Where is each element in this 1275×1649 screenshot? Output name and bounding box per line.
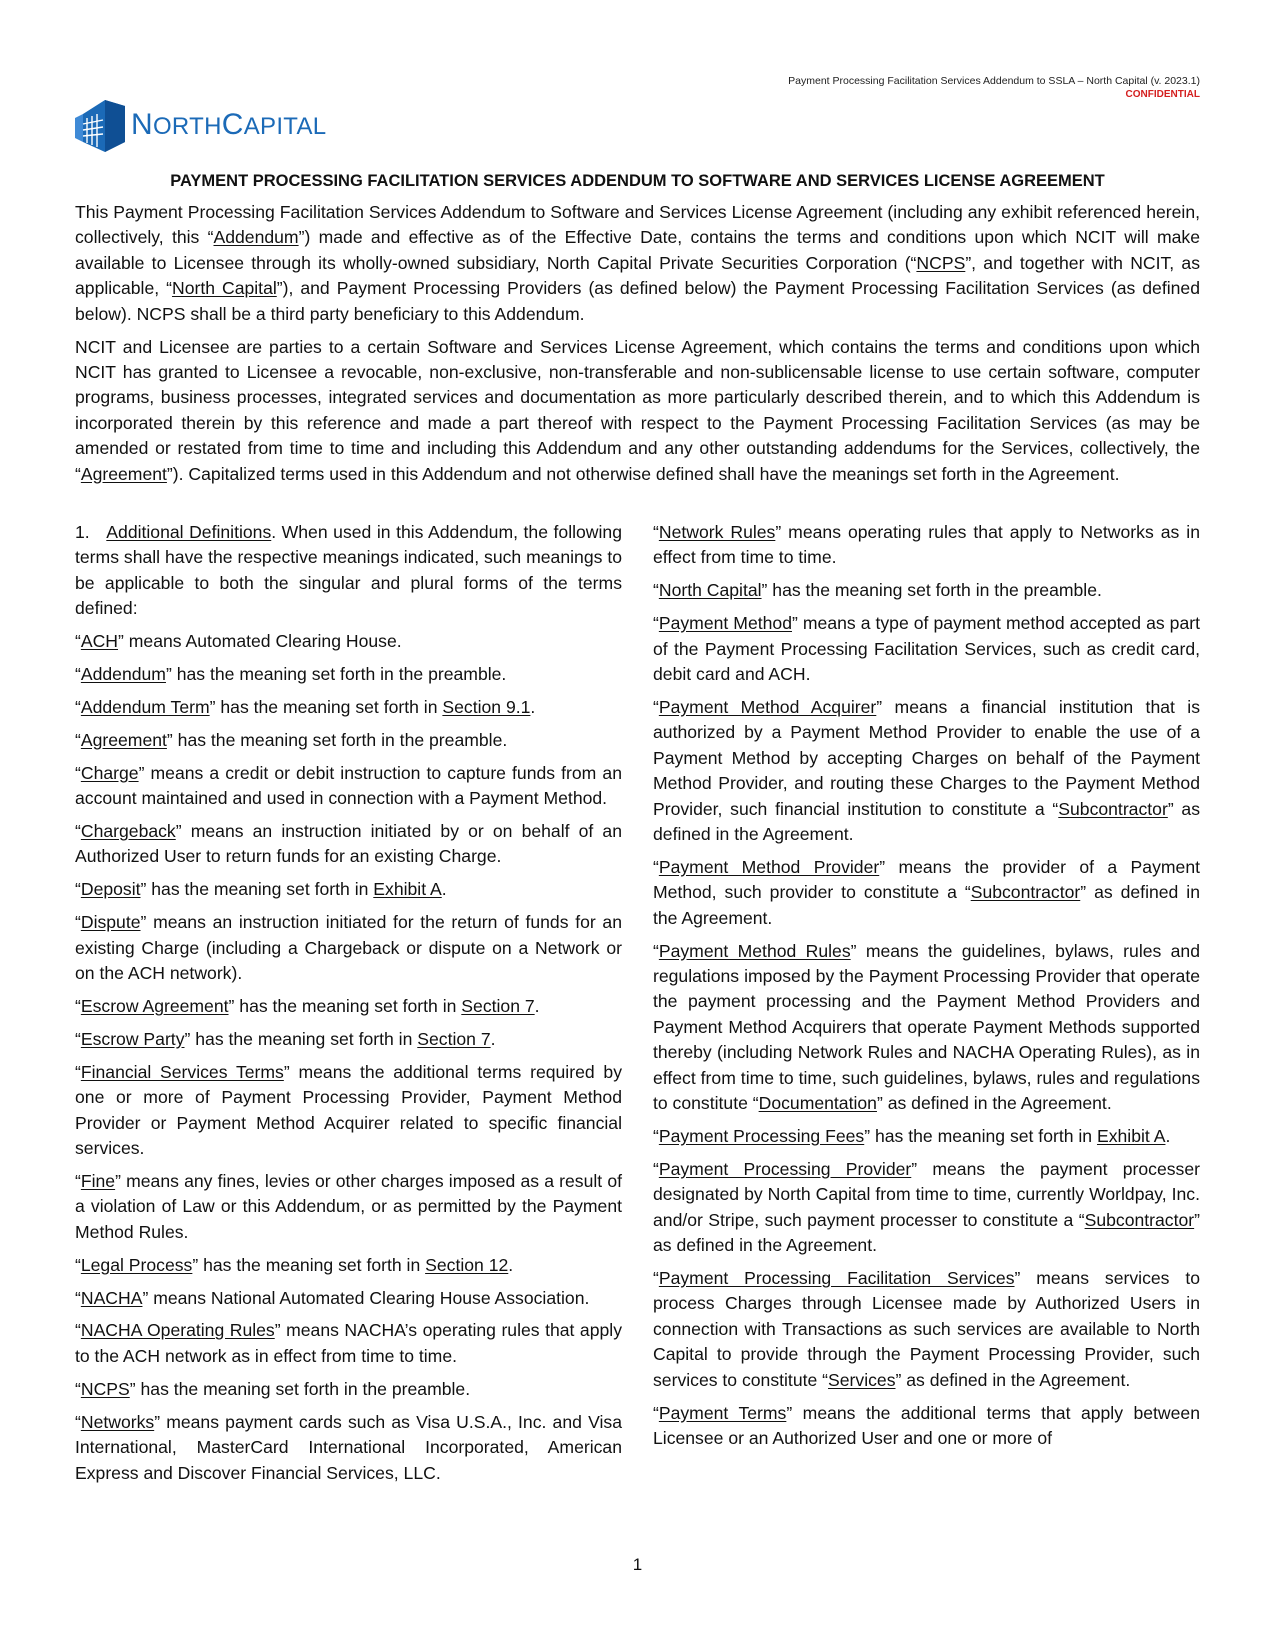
intro-paragraph-1: This Payment Processing Facilitation Services Addendum to Software and Services License Agreement (including any exhibit referenced herein, collectively, this “Addendum”) made and effective as of the Effective Date, contains the terms and conditions upon which NCIT will make available to Licensee through its wholly-owned subsidiary, North Capital Private Securities Corporation (“NCPS”, and together with NCIT, as applicable, “North Capital”), and Payment Processing Providers (as defined below) the Payment Processing Facilitation Services (as defined below). NCPS shall be a third party beneficiary to this Addendum. bbox=[75, 202, 1200, 324]
definition-payment-method-rules: “Payment Method Rules” means the guidelines, bylaws, rules and regulations imposed by the Payment Processing Provider that operate the payment processing and the Payment Method Providers and Payment Method Acquirers that operate Payment Methods supported thereby (including Network Rules and NACHA Operating Rules), as in effect from time to time, such guidelines, bylaws, rules and regulations to constitute “Documentation” as defined in the Agreement. bbox=[653, 940, 1201, 1114]
left-column bbox=[75, 520, 622, 1493]
page-number: 1 bbox=[632, 1555, 643, 1574]
section-1-heading: 1. Additional Definitions. When used in this Addendum, the following terms shall have the respective meanings indicated, such meanings to be applicable to both the singular and plural forms of the terms defined: bbox=[75, 522, 622, 619]
doc-header bbox=[788, 75, 1200, 101]
definition-networks: “Networks” means payment cards such as Visa U.S.A., Inc. and Visa International, MasterCard International Incorporated, American Express and Discover Financial Services, LLC. bbox=[75, 1411, 622, 1483]
definition-payment-method: “Payment Method” means a type of payment method accepted as part of the Payment Processing Facilitation Services, such as credit card, debit card and ACH. bbox=[653, 613, 1200, 685]
definition-ncps: “NCPS” has the meaning set forth in the preamble. bbox=[75, 1378, 471, 1399]
definition-chargeback: “Chargeback” means an instruction initiated by or on behalf of an Authorized User to return funds for an existing Charge. bbox=[75, 821, 622, 867]
definition-payment-processing-facilitation-services: “Payment Processing Facilitation Services” means services to process Charges through Licensee made by Authorized Users in connection with Transactions as such services are available to North Capital to provide through the Payment Processing Provider, such services to constitute “Services” as defined in the Agreement. bbox=[653, 1267, 1201, 1390]
definition-payment-processing-fees: “Payment Processing Fees” has the meaning set forth in Exhibit A. bbox=[653, 1125, 1171, 1146]
logo-wordmark: NORTHCAPITAL bbox=[131, 108, 327, 141]
definition-nacha: “NACHA” means National Automated Clearing House Association. bbox=[75, 1287, 590, 1308]
north-capital-logo bbox=[75, 98, 326, 152]
definition-charge: “Charge” means a credit or debit instruction to capture funds from an account maintained and used in connection with a Payment Method. bbox=[75, 762, 622, 809]
confidential-label: CONFIDENTIAL bbox=[1125, 89, 1200, 100]
definition-escrow-party: “Escrow Party” has the meaning set forth in Section 7. bbox=[75, 1028, 496, 1049]
definition-escrow-agreement: “Escrow Agreement” has the meaning set forth in Section 7. bbox=[75, 996, 540, 1016]
definition-legal-process: “Legal Process” has the meaning set forth in Section 12. bbox=[75, 1254, 514, 1275]
definition-agreement: “Agreement” has the meaning set forth in the preamble. bbox=[75, 729, 508, 750]
definition-financial-services-terms: “Financial Services Terms” means the additional terms required by one or more of Payment Processing Provider, Payment Method Provider or Payment Method Acquirer related to specific financial services. bbox=[75, 1061, 622, 1159]
definition-payment-method-acquirer: “Payment Method Acquirer” means a financial institution that is authorized by a Payment Method Provider to enable the use of a Payment Method by accepting Charges on behalf of the Payment Method Provider, and routing these Charges to the Payment Method Provider, such financial institution to constitute a “Subcontractor” as defined in the Agreement. bbox=[653, 696, 1200, 844]
definition-dispute: “Dispute” means an instruction initiated for the return of funds for an existing Charge (including a Chargeback or dispute on a Network or on the ACH network). bbox=[75, 912, 622, 984]
document-title: PAYMENT PROCESSING FACILITATION SERVICES ADDENDUM TO SOFTWARE AND SERVICES LICENSE AGREEMENT bbox=[170, 172, 1105, 190]
definition-deposit: “Deposit” has the meaning set forth in Exhibit A. bbox=[75, 879, 447, 900]
definition-addendum-term: “Addendum Term” has the meaning set forth in Section 9.1. bbox=[75, 696, 536, 717]
north-capital-building-icon bbox=[75, 98, 125, 152]
doc-reference: Payment Processing Facilitation Services Addendum to SSLA – North Capital (v. 2023.1) bbox=[788, 75, 1200, 87]
definition-payment-method-provider: “Payment Method Provider” means the provider of a Payment Method, such provider to constitute a “Subcontractor” as defined in the Agreement. bbox=[653, 856, 1200, 928]
definitions-columns bbox=[75, 520, 1200, 1493]
definition-addendum: “Addendum” has the meaning set forth in the preamble. bbox=[75, 664, 507, 685]
definition-payment-processing-provider: “Payment Processing Provider” means the payment processer designated by North Capital from time to time, currently Worldpay, Inc. and/or Stripe, such payment processer to constitute a “Subcontractor” as defined in the Agreement. bbox=[653, 1158, 1200, 1256]
definition-ach: “ACH” means Automated Clearing House. bbox=[75, 631, 402, 652]
definition-nacha-operating-rules: “NACHA Operating Rules” means NACHA’s operating rules that apply to the ACH network as in effect from time to time. bbox=[75, 1320, 622, 1366]
right-column bbox=[653, 520, 1200, 1493]
definition-north-capital: “North Capital” has the meaning set forth in the preamble. bbox=[653, 580, 1102, 601]
intro-section bbox=[75, 200, 1200, 494]
definition-network-rules: “Network Rules” means operating rules that apply to Networks as in effect from time to time. bbox=[653, 522, 1200, 568]
definition-fine: “Fine” means any fines, levies or other charges imposed as a result of a violation of Law or this Addendum, or as permitted by the Payment Method Rules. bbox=[75, 1170, 622, 1242]
definition-payment-terms: “Payment Terms” means the additional terms that apply between Licensee or an Authorized User and one or more of bbox=[653, 1402, 1200, 1448]
intro-paragraph-2: NCIT and Licensee are parties to a certain Software and Services License Agreement, which contains the terms and conditions upon which NCIT has granted to Licensee a revocable, non-exclusive, non-transferable and non-sublicensable license to use certain software, computer programs, business processes, integrated services and documentation as more particularly described therein, and to which this Addendum is incorporated therein by this reference and made a part thereof with respect to the Payment Processing Facilitation Services (as may be amended or restated from time to time and including this Addendum and any other outstanding addendums for the Services, collectively, the “Agreement”). Capitalized terms used in this Addendum and not otherwise defined shall have the meanings set forth in the Agreement. bbox=[75, 336, 1200, 484]
